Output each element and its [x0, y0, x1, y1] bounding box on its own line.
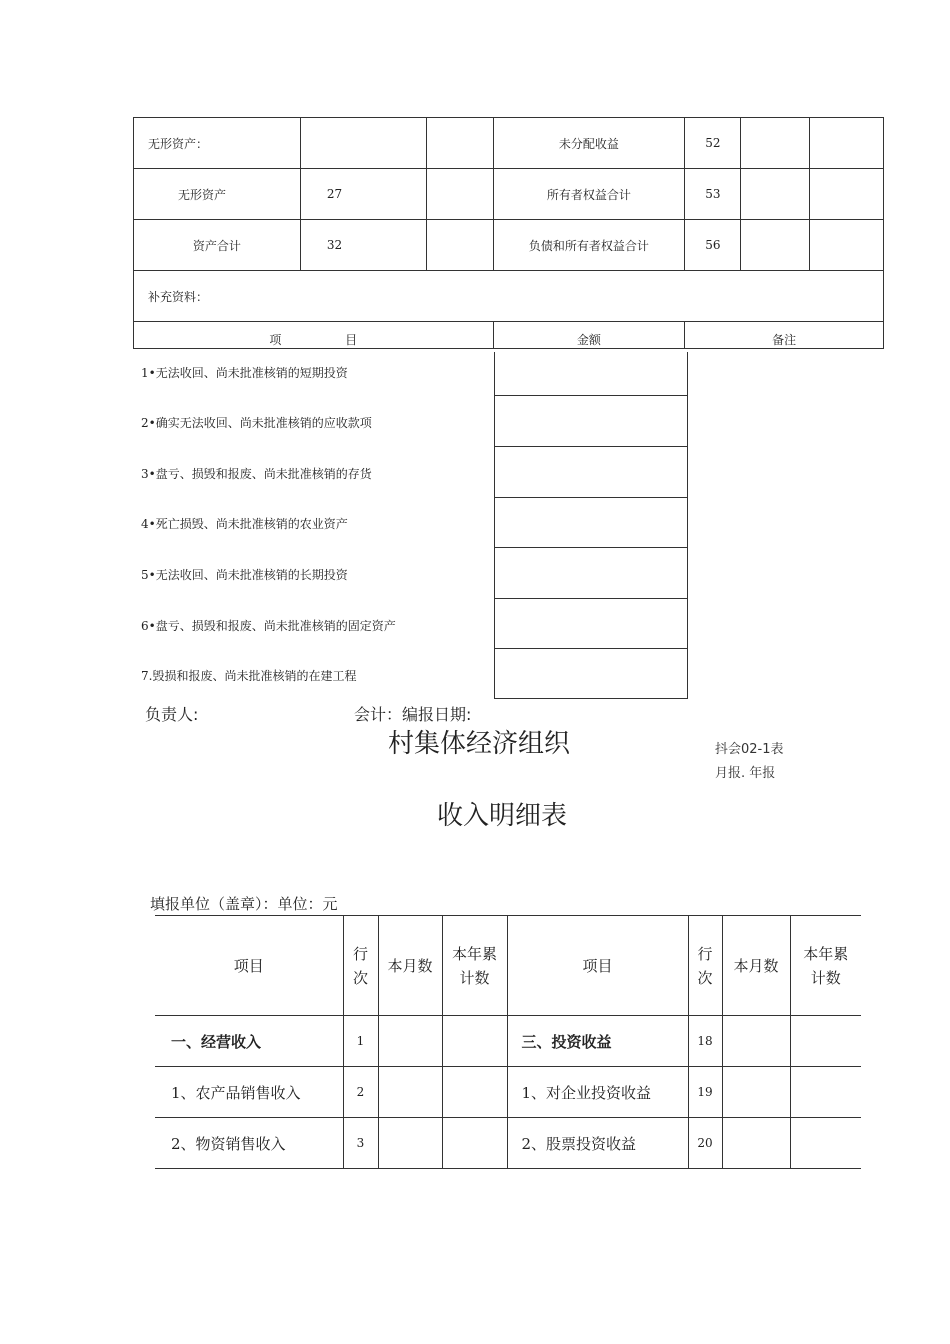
header-line-no: 行次: [343, 916, 378, 1016]
org-title: 村集体经济组织: [388, 729, 571, 759]
amount-box: [494, 497, 688, 548]
item-label: 1、对企业投资收益: [507, 1067, 688, 1118]
month-value: [378, 1118, 442, 1169]
ytd-value: [790, 1067, 861, 1118]
balance-sheet-table: [133, 117, 884, 349]
line-number: 53: [685, 169, 741, 220]
supplement-header-row: [134, 322, 884, 349]
table-row: [155, 1067, 861, 1118]
responsible-label: 负责人:: [145, 705, 199, 724]
table-row: [134, 220, 884, 271]
value-cell: [810, 220, 884, 271]
period-label: 月报. 年报: [715, 766, 776, 781]
value-cell: [810, 118, 884, 169]
header-remark: 备注: [685, 322, 884, 349]
item-label: 一、经营收入: [155, 1016, 343, 1067]
item-label: 2、股票投资收益: [507, 1118, 688, 1169]
amount-box: [494, 547, 688, 599]
form-code: 抖会02-1表: [715, 742, 784, 757]
supplement-item: 7.毁损和报废、尚未批准核销的在建工程: [141, 669, 357, 683]
row-label: 无形资产：: [134, 118, 301, 169]
table-row: [134, 271, 884, 322]
table-row: [134, 169, 884, 220]
line-number: 2: [343, 1067, 378, 1118]
line-number: 56: [685, 220, 741, 271]
line-number: 20: [688, 1118, 722, 1169]
line-number: 52: [685, 118, 741, 169]
line-number: [300, 118, 426, 169]
row-label: 无形资产: [134, 169, 301, 220]
row-label: 资产合计: [134, 220, 301, 271]
line-number: 27: [300, 169, 426, 220]
header-line-no: 行次: [688, 916, 722, 1016]
ytd-value: [790, 1016, 861, 1067]
value-cell: [741, 220, 810, 271]
row-label: 负债和所有者权益合计: [493, 220, 685, 271]
value-cell: [426, 169, 493, 220]
value-cell: [741, 169, 810, 220]
supplement-item: 6•盘亏、损毁和报废、尚未批准核销的固定资产: [141, 619, 396, 633]
supplement-item: 5•无法收回、尚未批准核销的长期投资: [141, 568, 348, 582]
month-value: [378, 1016, 442, 1067]
amount-box: [494, 598, 688, 649]
month-value: [722, 1067, 790, 1118]
header-month: 本月数: [722, 916, 790, 1016]
header-ytd: 本年累计数: [442, 916, 507, 1016]
header-ytd: 本年累计数: [790, 916, 861, 1016]
supplement-item: 4•死亡损毁、尚未批准核销的农业资产: [141, 517, 348, 531]
row-label: 未分配收益: [493, 118, 685, 169]
ytd-value: [442, 1016, 507, 1067]
amount-box: [494, 395, 688, 447]
page-title: 收入明细表: [437, 801, 568, 831]
row-label: 所有者权益合计: [493, 169, 685, 220]
supplement-item: 3•盘亏、损毁和报废、尚未批准核销的存货: [141, 467, 372, 481]
amount-box: [494, 648, 688, 699]
unit-line: 填报单位（盖章）：单位：元: [150, 895, 338, 913]
line-number: 3: [343, 1118, 378, 1169]
supplement-item: 2•确实无法收回、尚未批准核销的应收款项: [141, 416, 372, 430]
header-amount: 金额: [493, 322, 685, 349]
header-item: 项目: [507, 916, 688, 1016]
line-number: 1: [343, 1016, 378, 1067]
month-value: [378, 1067, 442, 1118]
value-cell: [741, 118, 810, 169]
table-row: [155, 1118, 861, 1169]
table-row: [155, 1016, 861, 1067]
header-row: [155, 916, 861, 1016]
amount-box: [494, 446, 688, 498]
supplement-item: 1•无法收回、尚未批准核销的短期投资: [141, 366, 348, 380]
header-item: 项目: [155, 916, 343, 1016]
table-row: [134, 118, 884, 169]
value-cell: [426, 220, 493, 271]
line-number: 18: [688, 1016, 722, 1067]
value-cell: [426, 118, 493, 169]
item-label: 2、物资销售收入: [155, 1118, 343, 1169]
line-number: 19: [688, 1067, 722, 1118]
ytd-value: [442, 1067, 507, 1118]
item-label: 1、农产品销售收入: [155, 1067, 343, 1118]
month-value: [722, 1016, 790, 1067]
item-label: 三、投资收益: [507, 1016, 688, 1067]
ytd-value: [442, 1118, 507, 1169]
month-value: [722, 1118, 790, 1169]
header-month: 本月数: [378, 916, 442, 1016]
header-item: 项 目: [134, 322, 494, 349]
value-cell: [810, 169, 884, 220]
line-number: 32: [300, 220, 426, 271]
income-table: [155, 915, 861, 1169]
amount-box: [494, 352, 688, 396]
supplement-label: 补充资料：: [134, 271, 884, 322]
accountant-date-label: 会计：编报日期:: [354, 705, 472, 724]
ytd-value: [790, 1118, 861, 1169]
